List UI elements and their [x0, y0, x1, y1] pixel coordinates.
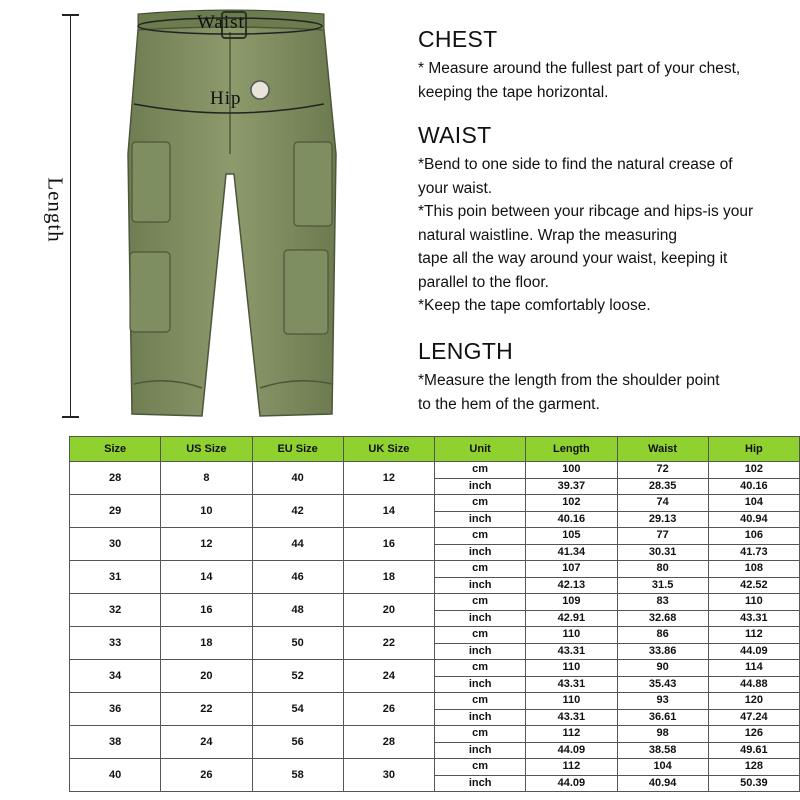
cell-unit: inch	[435, 577, 526, 594]
chest-line: * Measure around the fullest part of your chest,	[418, 60, 741, 77]
table-row	[70, 561, 800, 578]
cell-unit: cm	[435, 759, 526, 776]
table-row	[70, 693, 800, 710]
cell-waist: 72	[617, 462, 708, 479]
table-row	[70, 495, 800, 512]
cell-uk-size: 18	[343, 561, 434, 594]
cell-waist: 33.86	[617, 643, 708, 660]
cell-waist: 35.43	[617, 676, 708, 693]
cell-hip: 108	[708, 561, 799, 578]
cell-unit: cm	[435, 495, 526, 512]
cell-eu-size: 52	[252, 660, 343, 693]
header-eu-size: EU Size	[252, 437, 343, 462]
cell-length: 109	[526, 594, 617, 611]
length-label: Length	[43, 177, 68, 243]
cell-hip: 120	[708, 693, 799, 710]
cell-waist: 40.94	[617, 775, 708, 792]
cell-eu-size: 44	[252, 528, 343, 561]
cell-unit: inch	[435, 478, 526, 495]
cell-waist: 83	[617, 594, 708, 611]
cell-hip: 49.61	[708, 742, 799, 759]
cargo-pants-illustration	[110, 4, 350, 424]
waist-line: *Keep the tape comfortably loose.	[418, 297, 651, 314]
cell-hip: 40.16	[708, 478, 799, 495]
cell-us-size: 26	[161, 759, 252, 792]
header-waist: Waist	[617, 437, 708, 462]
length-measure-line	[70, 14, 71, 418]
chest-section	[418, 26, 740, 104]
cell-eu-size: 42	[252, 495, 343, 528]
cell-length: 44.09	[526, 775, 617, 792]
cell-hip: 44.88	[708, 676, 799, 693]
cell-waist: 30.31	[617, 544, 708, 561]
cell-eu-size: 40	[252, 462, 343, 495]
cell-size: 28	[70, 462, 161, 495]
cell-hip: 40.94	[708, 511, 799, 528]
cell-uk-size: 20	[343, 594, 434, 627]
cell-waist: 32.68	[617, 610, 708, 627]
chest-title: CHEST	[418, 26, 498, 52]
table-row	[70, 759, 800, 776]
cell-hip: 114	[708, 660, 799, 677]
cell-length: 41.34	[526, 544, 617, 561]
cell-hip: 42.52	[708, 577, 799, 594]
cell-eu-size: 58	[252, 759, 343, 792]
table-row	[70, 594, 800, 611]
table-header-row	[70, 437, 800, 462]
length-title: LENGTH	[418, 338, 514, 364]
cell-length: 42.91	[526, 610, 617, 627]
cell-uk-size: 26	[343, 693, 434, 726]
header-length: Length	[526, 437, 617, 462]
cell-length: 44.09	[526, 742, 617, 759]
cell-us-size: 14	[161, 561, 252, 594]
cell-unit: inch	[435, 775, 526, 792]
cell-waist: 80	[617, 561, 708, 578]
cell-unit: cm	[435, 594, 526, 611]
cell-unit: cm	[435, 561, 526, 578]
cell-hip: 102	[708, 462, 799, 479]
cell-waist: 98	[617, 726, 708, 743]
cell-unit: cm	[435, 660, 526, 677]
cell-uk-size: 16	[343, 528, 434, 561]
header-uk-size: UK Size	[343, 437, 434, 462]
header-unit: Unit	[435, 437, 526, 462]
cell-size: 31	[70, 561, 161, 594]
cell-length: 39.37	[526, 478, 617, 495]
cell-unit: cm	[435, 627, 526, 644]
cell-unit: cm	[435, 462, 526, 479]
length-line: to the hem of the garment.	[418, 395, 600, 413]
cell-unit: inch	[435, 544, 526, 561]
cell-hip: 106	[708, 528, 799, 545]
cell-size: 40	[70, 759, 161, 792]
cell-size: 36	[70, 693, 161, 726]
cell-unit: cm	[435, 693, 526, 710]
cell-hip: 110	[708, 594, 799, 611]
cell-eu-size: 54	[252, 693, 343, 726]
cell-size: 33	[70, 627, 161, 660]
waist-line: parallel to the floor.	[418, 273, 549, 291]
cell-waist: 77	[617, 528, 708, 545]
cell-length: 43.31	[526, 709, 617, 726]
cell-unit: inch	[435, 643, 526, 660]
hip-label: Hip	[210, 88, 242, 109]
waist-line: your waist.	[418, 179, 493, 197]
length-line: *Measure the length from the shoulder point	[418, 372, 720, 389]
cell-unit: cm	[435, 726, 526, 743]
cell-hip: 112	[708, 627, 799, 644]
table-row	[70, 726, 800, 743]
cell-unit: inch	[435, 511, 526, 528]
cell-hip: 126	[708, 726, 799, 743]
cell-uk-size: 28	[343, 726, 434, 759]
cell-us-size: 22	[161, 693, 252, 726]
cell-hip: 47.24	[708, 709, 799, 726]
cell-hip: 50.39	[708, 775, 799, 792]
cell-uk-size: 12	[343, 462, 434, 495]
cell-us-size: 12	[161, 528, 252, 561]
length-measure-cap-top	[62, 14, 79, 16]
cell-waist: 93	[617, 693, 708, 710]
cell-length: 105	[526, 528, 617, 545]
cell-eu-size: 50	[252, 627, 343, 660]
cell-length: 102	[526, 495, 617, 512]
cell-eu-size: 56	[252, 726, 343, 759]
waist-line: natural waistline. Wrap the measuring	[418, 226, 678, 244]
cell-uk-size: 30	[343, 759, 434, 792]
cell-hip: 43.31	[708, 610, 799, 627]
header-size: Size	[70, 437, 161, 462]
cell-waist: 74	[617, 495, 708, 512]
cell-length: 110	[526, 660, 617, 677]
cell-length: 40.16	[526, 511, 617, 528]
cell-size: 32	[70, 594, 161, 627]
measurement-diagram	[0, 0, 400, 430]
cell-hip: 44.09	[708, 643, 799, 660]
waist-line: *Bend to one side to find the natural crease of	[418, 156, 733, 173]
cell-waist: 36.61	[617, 709, 708, 726]
cell-waist: 86	[617, 627, 708, 644]
cell-uk-size: 14	[343, 495, 434, 528]
cell-unit: inch	[435, 676, 526, 693]
cell-unit: inch	[435, 610, 526, 627]
cell-length: 107	[526, 561, 617, 578]
cell-waist: 29.13	[617, 511, 708, 528]
cell-waist: 104	[617, 759, 708, 776]
cell-waist: 90	[617, 660, 708, 677]
size-chart-table	[69, 436, 800, 792]
cell-uk-size: 24	[343, 660, 434, 693]
cell-length: 43.31	[526, 676, 617, 693]
cell-us-size: 20	[161, 660, 252, 693]
chest-line: keeping the tape horizontal.	[418, 83, 609, 101]
cell-unit: cm	[435, 528, 526, 545]
cell-size: 30	[70, 528, 161, 561]
waist-section	[418, 122, 753, 318]
cell-us-size: 18	[161, 627, 252, 660]
cell-waist: 38.58	[617, 742, 708, 759]
cell-us-size: 8	[161, 462, 252, 495]
cell-length: 112	[526, 759, 617, 776]
length-measure-cap-bottom	[62, 416, 79, 418]
cell-us-size: 16	[161, 594, 252, 627]
cell-eu-size: 48	[252, 594, 343, 627]
cell-uk-size: 22	[343, 627, 434, 660]
size-table-body	[70, 462, 800, 792]
cell-length: 42.13	[526, 577, 617, 594]
header-us-size: US Size	[161, 437, 252, 462]
cell-hip: 41.73	[708, 544, 799, 561]
cell-size: 38	[70, 726, 161, 759]
cell-length: 43.31	[526, 643, 617, 660]
cell-length: 100	[526, 462, 617, 479]
cell-waist: 31.5	[617, 577, 708, 594]
cell-hip: 104	[708, 495, 799, 512]
cell-unit: inch	[435, 709, 526, 726]
cell-length: 110	[526, 693, 617, 710]
waist-title: WAIST	[418, 122, 492, 148]
cell-unit: inch	[435, 742, 526, 759]
waist-line: *This poin between your ribcage and hips-is your	[418, 203, 754, 220]
table-row	[70, 627, 800, 644]
cell-length: 112	[526, 726, 617, 743]
cell-us-size: 24	[161, 726, 252, 759]
cell-length: 110	[526, 627, 617, 644]
table-row	[70, 462, 800, 479]
table-row	[70, 528, 800, 545]
cell-eu-size: 46	[252, 561, 343, 594]
length-section	[418, 338, 720, 416]
header-hip: Hip	[708, 437, 799, 462]
cell-us-size: 10	[161, 495, 252, 528]
table-row	[70, 660, 800, 677]
waist-label: Waist	[197, 12, 245, 33]
waist-line: tape all the way around your waist, keeping it	[418, 250, 728, 267]
cell-size: 34	[70, 660, 161, 693]
cell-size: 29	[70, 495, 161, 528]
cell-waist: 28.35	[617, 478, 708, 495]
cell-hip: 128	[708, 759, 799, 776]
